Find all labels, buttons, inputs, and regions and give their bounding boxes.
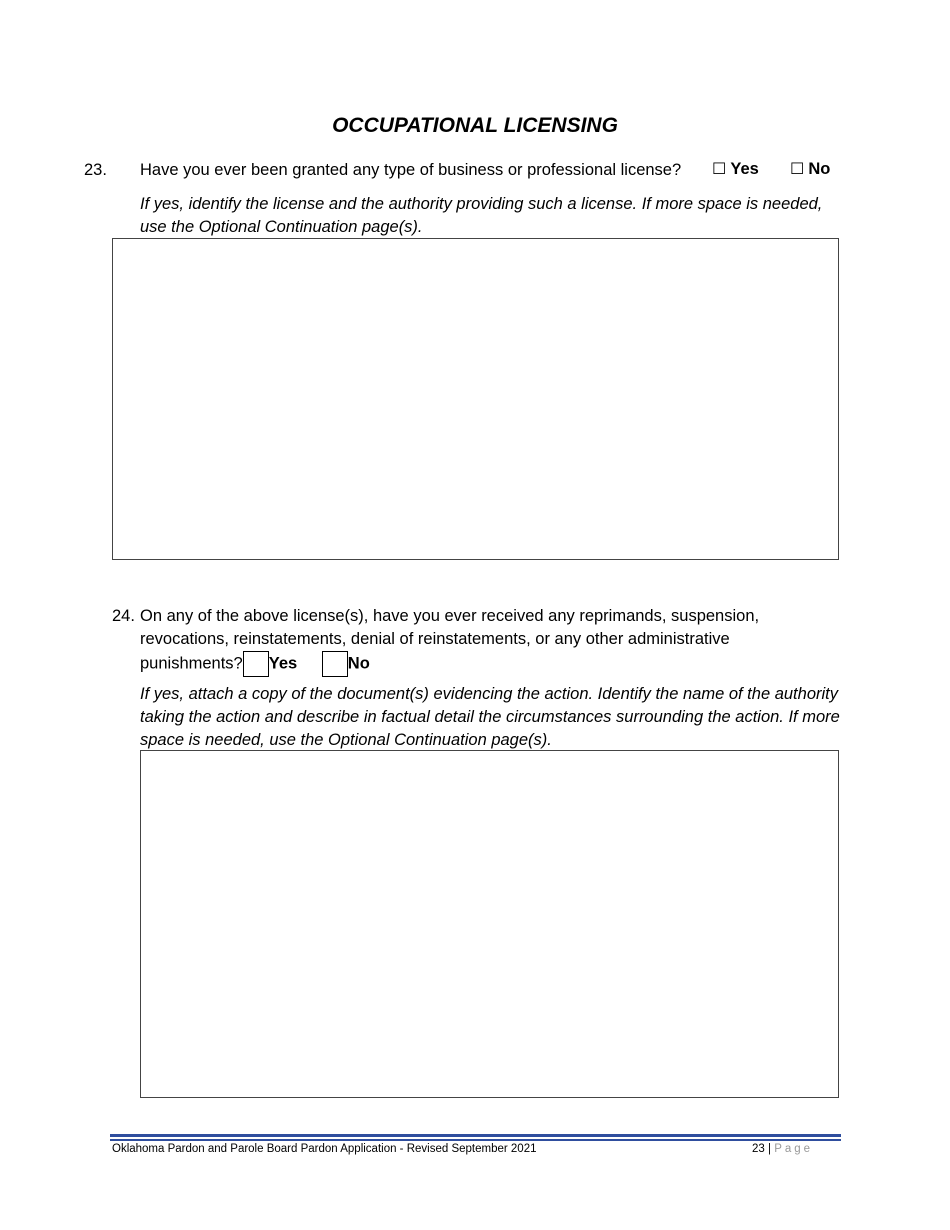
q23-answer-box[interactable] xyxy=(112,238,839,560)
q23-instruction: If yes, identify the license and the authority providing such a license. If more space is needed, use the Optional Continuation page(s). xyxy=(140,195,823,236)
page-title: OCCUPATIONAL LICENSING xyxy=(332,114,618,137)
page-separator: | xyxy=(768,1143,771,1155)
q23-no-option[interactable] xyxy=(790,159,830,179)
q23-question: Have you ever been granted any type of business or professional license? xyxy=(140,161,682,179)
q23-yes-option[interactable] xyxy=(712,159,759,179)
q24-yes-label: Yes xyxy=(268,654,298,673)
q23-number: 23. xyxy=(84,161,107,179)
q24-answer-box[interactable] xyxy=(140,750,839,1098)
q24-question-wrapper xyxy=(140,605,800,677)
q23-no-label: No xyxy=(808,160,831,178)
q24-yes-checkbox[interactable] xyxy=(243,651,269,677)
q24-instruction: If yes, attach a copy of the document(s) evidencing the action. Identify the name of the authority taking the action and describe in factual detail the circumstances surrounding the action. If more space is needed, use the Optional Continuation page(s). xyxy=(140,685,840,749)
q23-yes-label: Yes xyxy=(730,160,759,178)
page-word: Page xyxy=(774,1143,814,1155)
q24-no-checkbox[interactable] xyxy=(322,651,348,677)
footer-rule-thick xyxy=(110,1134,841,1137)
q23-yes-checkbox[interactable]: ☐ xyxy=(712,161,727,178)
footer-rule-thin xyxy=(110,1139,841,1141)
q24-number: 24. xyxy=(112,607,135,625)
q24-no-label: No xyxy=(347,654,370,673)
q24-question: On any of the above license(s), have you ever received any reprimands, suspension, revocations, reinstatements, denial of reinstatements, or any other administrative punishments? xyxy=(140,607,760,673)
footer-page xyxy=(752,1143,813,1155)
footer-text: Oklahoma Pardon and Parole Board Pardon Application - Revised September 2021 xyxy=(112,1143,537,1155)
q23-no-checkbox[interactable]: ☐ xyxy=(790,161,805,178)
page-number: 23 xyxy=(752,1143,765,1155)
